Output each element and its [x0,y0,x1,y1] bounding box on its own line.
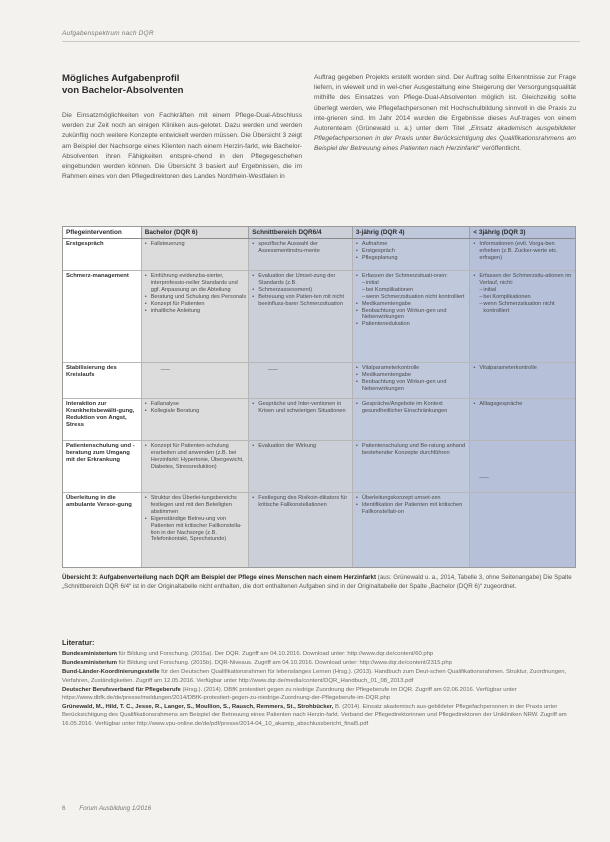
list-item: • Überleitungskonzept umset-zen [356,495,468,502]
empty-dash: ___ [160,365,171,371]
row-label: Interaktion zur Krankheitsbewälti-gung, Reduktion von Angst, Stress [63,399,142,440]
list-item: • Erstgespräch [356,248,468,255]
list-item: • Gespräche/Angebote im Kontext gesundheitlicher Einschränkungen [356,401,468,415]
row-label: Schmerz-management [63,271,142,362]
list-item: • Konzept für Patienten-schulung erarbeiten und anwenden (z.B. bei Herzinfarkt: Hypertonie, Übergewicht, Diabetes, Stressreduktion) [145,443,247,471]
list-item: • Struktur des Überlei-tungsbereichs festlegen und mit den Beteiligten abstimmen [145,495,247,516]
bachelor-cell [142,363,250,398]
row-label: Patientenschulung und -beratung zum Umgang mit der Erkrankung [63,441,142,492]
bachelor-cell [142,399,250,440]
page-number: 6 [62,805,66,812]
section-heading [62,73,302,97]
dreijaehrig-cell [353,239,471,270]
table-header-cell: < 3jährig (DQR 3) [470,227,575,238]
right-paragraph-end: veröffentlicht. [481,145,521,153]
table-row [63,239,575,271]
caption-title: Übersicht 3: Aufgabenverteilung nach DQR am Beispiel der Pflege eines Menschen nach einem Herzinfarkt [62,574,377,581]
bachelor-cell [142,271,250,362]
reference-author: Bund-Länder-Koordinierungsstelle [62,669,160,676]
table-row [63,493,575,568]
publication-title: Forum Ausbildung 1/2016 [79,805,152,812]
dreijaehrig-cell [353,271,471,362]
reference-author: Bundesministerium [62,660,117,667]
list-item: • Evaluation der Wirkung [252,443,350,450]
list-item: • spezifische Auswahl der Assessmentinstru-mente [252,241,350,255]
list-item: • Pflegeplanung [356,255,468,262]
list-item: • Fallanalyse [145,401,247,408]
row-label: Stabilisierung des Kreislaufs [63,363,142,398]
reference-author: Grünewald, M., Hild, T. C., Jesse, R., Langer, S., Moullion, S., Rausch, Remmers, St., Strohbücker, [62,704,334,711]
literature-section [62,638,576,729]
reference-text: für den Deutschen Qualifikationsrahmen für lebenslanges Lernen (Hrsg.). (2013). Handbuch zum Deut-schen Qualifikationsrahmen. Struktur, Zuordnungen, Verfahren, Zuständigkeiten. Zugriff am 12.05.2016. Verfügbar unter http://www.dqr.de/media/content/DQR_Handbuch_01_08_2013.pdf [62,669,567,684]
list-item: • Gespräche und Inter-ventionen in Krisen und schwierigen Situationen [252,401,350,415]
right-paragraph-title: „Einsatz akademisch ausgebildeter Pflegefachpersonen in der Praxis unter Berücksichtigung des Qualifikationsrahmens am Beispiel der Betreuung eines Patienten nach Herzinfarkt“ [314,125,576,153]
bachelor-cell [142,239,250,270]
schnitt-cell [249,271,353,362]
list-subitem: – initial [473,287,573,294]
list-item: • inhaltliche Anleitung [145,308,247,315]
task-table [62,226,576,568]
table-row [63,363,575,399]
page-footer [62,805,151,812]
kleiner3-cell [470,399,575,440]
list-item: • Einführung evidenzba-sierter, interprofessio-neller Standards und ggf. Anpassung an die Abteilung [145,273,247,294]
reference-text: für Bildung und Forschung. (2015a). Der DQR. Zugriff am 04.10.2016. Download unter: http://www.dqr.de/content/60.php [118,651,434,657]
reference-entry [62,686,576,702]
heading-line-2: von Bachelor-Absolventen [62,85,184,96]
table-header-cell: Schnittbereich DQR6/4 [249,227,353,238]
bachelor-cell [142,441,250,492]
row-label: Überleitung in die ambulante Versor-gung [63,493,142,568]
table-header-row [63,227,575,239]
table-header-cell: Pflegeintervention [63,227,142,238]
table-row [63,441,575,493]
reference-author: Bundesministerium [62,651,117,657]
list-subitem: – initial [356,280,468,287]
list-item: • Informationen (evtl. Vorga-ben erheben (z.B. Zucker-werte etc. erfragen) [473,241,573,262]
row-label: Erstgespräch [63,239,142,270]
list-item: • Alltagsgespräche [473,401,573,408]
kleiner3-cell [470,493,575,568]
table-header-cell: Bachelor (DQR 6) [142,227,250,238]
table-row [63,271,575,363]
list-item: • Beobachtung von Wirkun-gen und Nebenwirkungen [356,308,468,322]
dreijaehrig-cell [353,399,471,440]
list-subitem: – wenn Schmerzsituation nicht kontrolliert [356,294,468,301]
list-item: • Vitalparameterkontrolle [356,365,468,372]
heading-line-1: Mögliches Aufgabenprofil [62,73,180,84]
caption-text: (aus: Grünewald u. a., 2014, Tabelle 3, ohne Seitenangabe) Die Spalte „Schnittbereich DQR 6/4“ ist in der Originaltabelle nicht enthalten, die dort enthaltenen Aufgaben sind in der Originaltabelle der Spalte „Bachelor (DQR 6)“ zugeordnet. [62,574,572,591]
dreijaehrig-cell [353,363,471,398]
list-item: • Fallsteuerung [145,241,247,248]
list-subitem: – bei Komplikationen [356,287,468,294]
list-subitem: – wenn Schmerzsituation nicht kontrolliert [473,301,573,315]
empty-dash: ___ [268,365,278,371]
list-item: • Aufnahme [356,241,468,248]
dreijaehrig-cell [353,493,471,568]
right-column [314,73,576,155]
list-item: • Medikamentengabe [356,372,468,379]
reference-entry [62,659,576,667]
table-row [63,399,575,441]
schnitt-cell [249,239,353,270]
running-head: Aufgabenspektrum nach DQR [62,30,154,37]
reference-entry [62,650,576,658]
reference-text: (Hrsg.). (2014). DBfK protestiert gegen zu niedrige Zuordnung der Pflegeberufe im DQR. Zugriff am 02.06.2016. Verfügbar unter https://www.dbfk.de/de/presse/meldungen/2014/DBfK-protestiert-gegen-zu-niedrige-Zuordnung-der-Pflegeberufe-im-DQR.php [62,686,517,702]
schnitt-cell [249,441,353,492]
reference-entry [62,703,576,728]
left-column [62,73,302,182]
kleiner3-cell [470,239,575,270]
schnitt-cell [249,399,353,440]
kleiner3-cell [470,441,575,492]
list-item: • Beobachtung von Wirkun-gen und Nebenwirkungen [356,379,468,393]
schnitt-cell [249,493,353,568]
schnitt-cell [249,363,353,398]
list-item: • Patientenedukation [356,321,468,328]
header-divider [62,41,580,42]
list-item: • Konzept für Patienten [145,301,247,308]
list-item: • Kollegiale Beratung [145,408,247,415]
right-paragraph-text: Auftrag gegeben Projekts erstellt worden sind. Der Auftrag sollte Erkenntnisse zur Frage liefern, in wieweit und in wel-cher Ausgestaltung eine Steigerung der Versorgungsqualität mithilfe des Einsatzes von Pflege-Dual-Absolventen möglich ist. Gleichzeitig sollte überlegt werden, wie Pflegefachpersonen mit Hochschulbildung sinnvoll in die Praxis zu inte-grieren sind. Im Jahr 2014 wurden die Ergebnisse dieses Auf-trages von einem Autorenteam (Grünewald u. a.) unter dem Titel [314,74,576,133]
list-item: • Identifikation der Patienten mit kritischen Fallkonstellati-on [356,502,468,516]
list-item: • Patientenschulung und Be-ratung anhand bestehender Konzepte durchführen [356,443,468,457]
list-item: • Eigenständige Betreu-ung von Patienten mit kritischer Fallkonstella-tion in der Nachsorge (z.B. Telefonkontakt, Sprechstunde) [145,516,247,544]
list-item: • Beratung und Schulung des Personals [145,294,247,301]
reference-entry [62,668,576,684]
list-item: • Erfassen der Schmerzsitu-ationen im Verlauf, nicht: [473,273,573,287]
list-item: • Erfassen der Schmerzsituati-onen: [356,273,468,280]
table-header-cell: 3-jährig (DQR 4) [353,227,471,238]
list-item: • Evaluation der Umset-zung der Standards (z.B. [252,273,350,287]
list-item: • Medikamentengabe [356,301,468,308]
reference-text: B. (2014). Einsatz akademisch aus-gebildeter Pflegefachpersonen in der Praxis unter Berücksichtigung des Qualifikationsrahmens am Beispiel der Betreuung eines Patienten nach Herzin-farkt. Verband der Pflegedirektorinnen und Pflegedirektoren der Unikliniken NRW. Zugriff am 16.05.2016. Verfügbar unter http://www.vpu-online.de/de/pdf/presse/2014-04_10_akamip_abschlussbericht_final5.pdf [62,704,567,727]
list-item: • Vitalparameterkontrolle [473,365,573,372]
table-caption [62,573,576,591]
list-item: • Festlegung des Risikoin-dikators für kritische Fallkonstellationen [252,495,350,509]
empty-dash: ___ [479,473,489,479]
kleiner3-cell [470,271,575,362]
list-item: • Schmerzassessment) [252,287,350,294]
reference-text: für Bildung und Forschung. (2015b). DQR-Niveaus. Zugriff am 04.10.2016. Download unter: http://www.dqr.de/content/2315.php [118,660,452,667]
list-item: • Betreuung von Patien-ten mit nicht beeinfluss-barer Schmerzsituation [252,294,350,308]
left-paragraph: Die Einsatzmöglichkeiten von Fachkräften mit einem Pflege-Dual-Abschluss werden zur Zeit noch an einigen Kliniken aus-gelotet. Dazu werden und werden zukünftig noch weitere Konzepte entwickelt werden müssen. Die Übersicht 3 zeigt am Beispiel der Nachsorge eines Klienten nach einem Herzin-farkt, wie Bachelor-Absolventen ihren Fähigkeiten entspre-chend in den Pflegegeschehen eingebunden werden können. Die Übersicht 3 basiert auf Ergebnissen, die im Rahmen eines von den Pflegedirektoren des Landes Nordrhein-Westfalen in [62,112,302,181]
right-paragraph [314,73,576,155]
dreijaehrig-cell [353,441,471,492]
kleiner3-cell [470,363,575,398]
reference-author: Deutscher Berufsverband für Pflegeberufe [62,686,181,693]
bachelor-cell [142,493,250,568]
list-subitem: – bei Komplikationen [473,294,573,301]
literature-title: Literatur: [62,638,95,647]
